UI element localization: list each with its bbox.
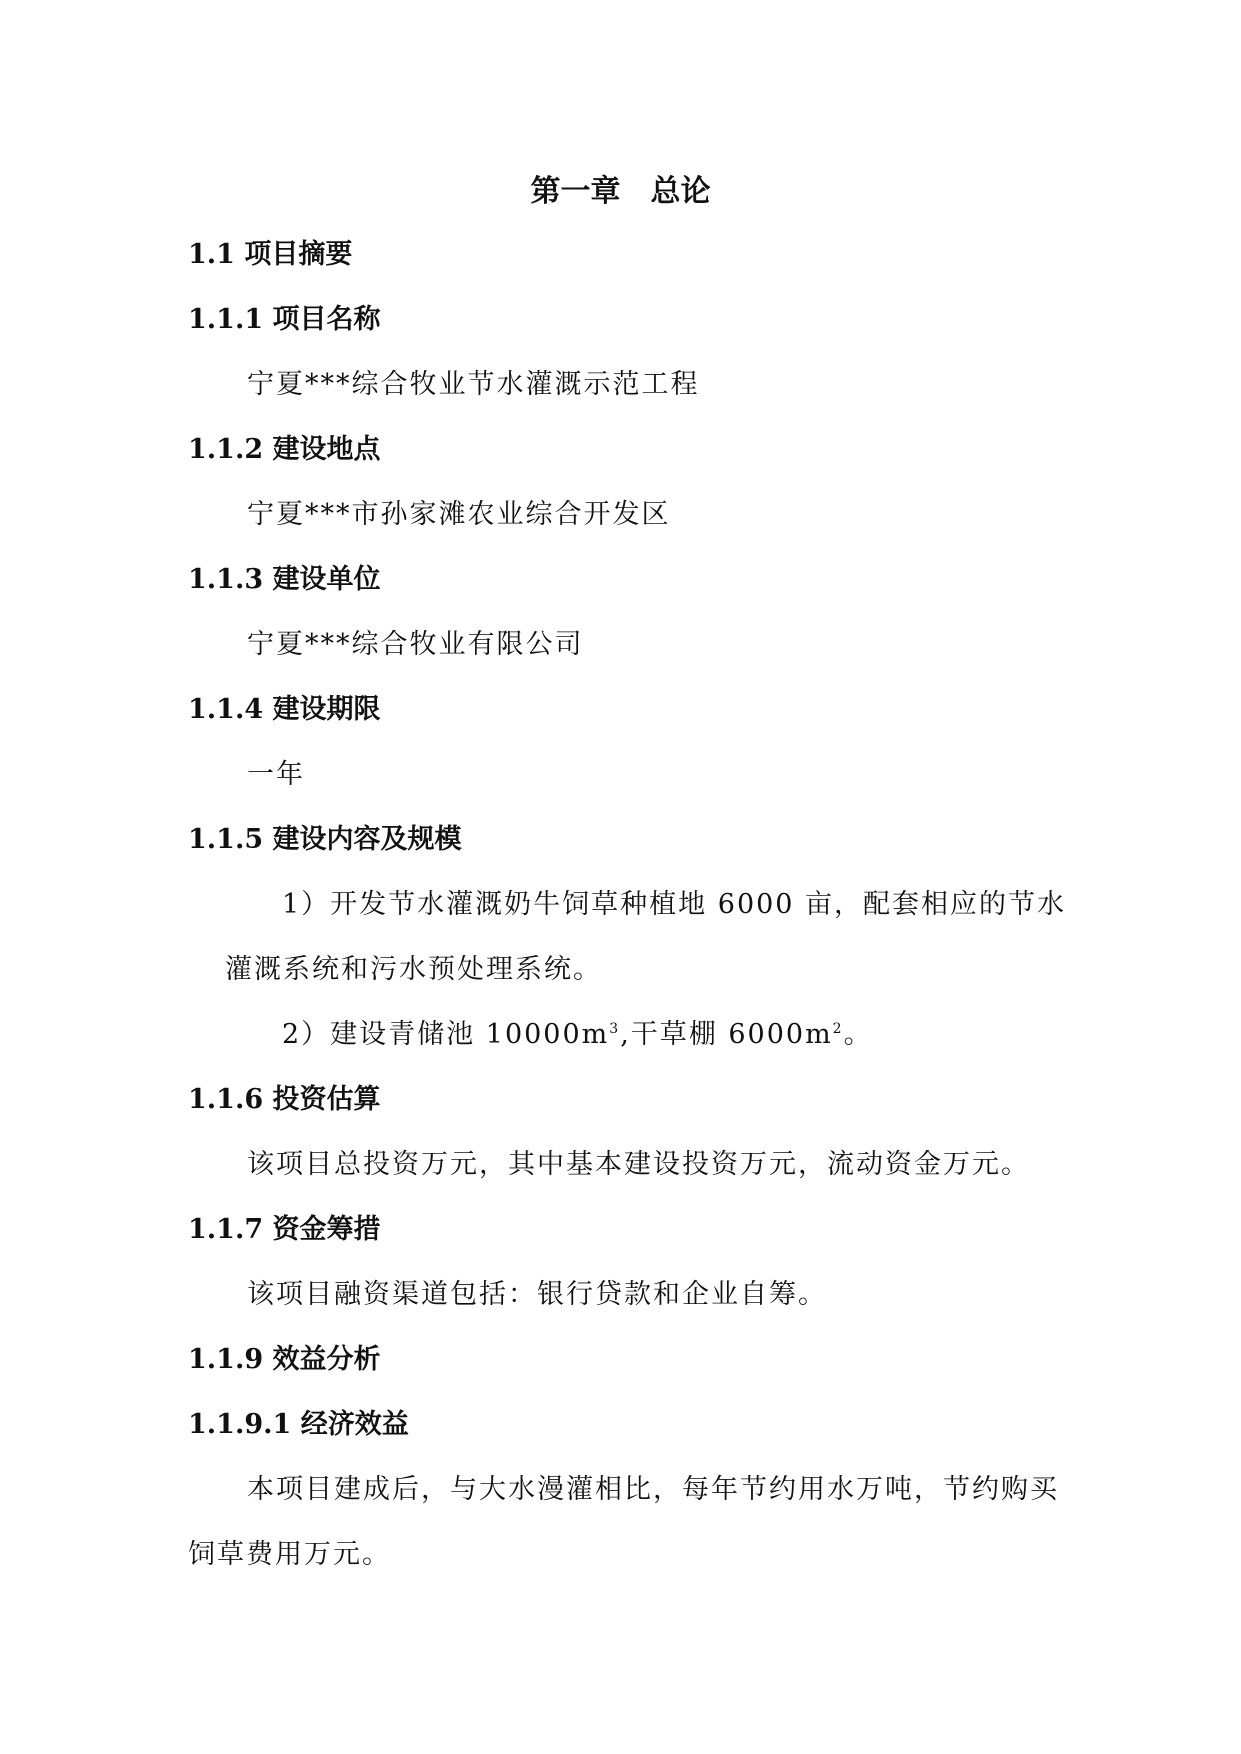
financing-text: 该项目融资渠道包括：银行贷款和企业自筹。	[247, 1279, 827, 1310]
section-heading-1-1-7: 1.1.7 资金筹措	[188, 1214, 381, 1245]
content-item-2: 2）建设青储池 $10000m^3$,干草棚 $6000m^2$。	[282, 1019, 873, 1050]
section-heading-1-1-9-1: 1.1.9.1 经济效益	[188, 1409, 409, 1440]
section-heading-1-1-2: 1.1.2 建设地点	[188, 434, 381, 465]
section-heading-1-1-5: 1.1.5 建设内容及规模	[188, 824, 462, 855]
project-name-text: 宁夏***综合牧业节水灌溉示范工程	[247, 369, 700, 400]
economic-benefit-line2: 饲草费用万元。	[188, 1539, 391, 1570]
investment-text: 该项目总投资万元，其中基本建设投资万元，流动资金万元。	[247, 1149, 1030, 1180]
economic-benefit-line1: 本项目建成后，与大水漫灌相比，每年节约用水万吨，节约购买	[247, 1474, 1059, 1505]
superscript-3: 3	[609, 1021, 621, 1037]
content-item-1-line1: 1）开发节水灌溉奶牛饲草种植地 6000 亩，配套相应的节水	[282, 889, 1067, 920]
superscript-2: 2	[832, 1021, 844, 1037]
location-text: 宁夏***市孙家滩农业综合开发区	[247, 499, 671, 530]
section-heading-1-1-4: 1.1.4 建设期限	[188, 694, 381, 725]
duration-text: 一年	[247, 759, 305, 790]
section-heading-1-1-6: 1.1.6 投资估算	[188, 1084, 381, 1115]
section-heading-1-1-1: 1.1.1 项目名称	[188, 304, 381, 335]
section-heading-1-1: 1.1 项目摘要	[188, 239, 353, 270]
content-item-1-line2: 灌溉系统和污水预处理系统。	[225, 954, 602, 985]
section-heading-1-1-9: 1.1.9 效益分析	[188, 1344, 381, 1375]
section-heading-1-1-3: 1.1.3 建设单位	[188, 564, 381, 595]
chapter-title: 第一章 总论	[530, 174, 711, 209]
organization-text: 宁夏***综合牧业有限公司	[247, 629, 584, 660]
